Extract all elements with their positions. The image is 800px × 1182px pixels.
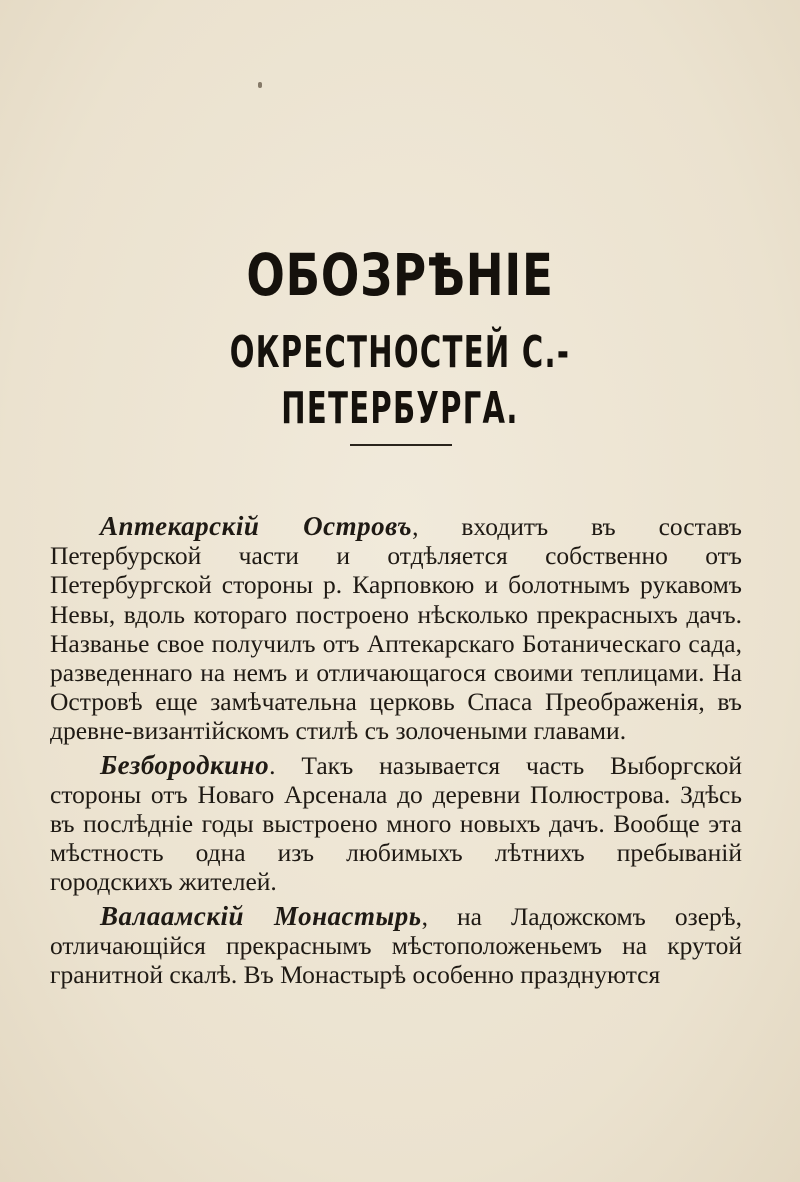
page-subtitle: ОКРЕСТНОСТЕЙ С.-ПЕТЕРБУРГА. <box>229 327 571 434</box>
body-text <box>50 512 742 989</box>
entry-heading: Аптекарскій Островъ <box>100 511 413 541</box>
entry-heading: Безбородкино <box>100 749 270 780</box>
entry-text: , входитъ въ составъ Петербурской части и отдѣляется собственно отъ Петербургской стороны р. Карповкою и болотнымъ рукавомъ Невы, вдоль котораго построено нѣсколько прекрасныхъ дачъ. Названье свое получилъ отъ Аптекарскаго Ботаническаго сада, разведеннаго на немъ и отличающагося своими теплицами. На Островѣ еще замѣчательна церковь Спаса Преображенія, въ древне-византійскомъ стилѣ съ золочеными главами. <box>50 512 742 746</box>
entry-text: . Такъ называется часть Выборгской стороны отъ Новаго Арсенала до деревни Полюстрова. Здѣсь въ послѣдніе годы выстроено много новыхъ дачъ. Вообще эта мѣстность одна изъ любимыхъ лѣтнихъ пребываній городскихъ жителей. <box>50 750 742 897</box>
entry-heading: Валаамскій Монастырь <box>100 900 422 931</box>
entry-bezborodkino <box>50 751 742 897</box>
title-divider <box>350 444 452 446</box>
entry-text: , на Ладожскомъ озерѣ, отличающійся прекраснымъ мѣстоположеньемъ на крутой гранитной скалѣ. Въ Монастырѣ особенно празднуются <box>50 901 742 990</box>
entry-aptekarsky-island <box>50 512 742 746</box>
ink-speck <box>258 82 262 88</box>
page-title: ОБОЗРѢНІЕ <box>246 241 554 309</box>
entry-valaam-monastery <box>50 902 742 990</box>
